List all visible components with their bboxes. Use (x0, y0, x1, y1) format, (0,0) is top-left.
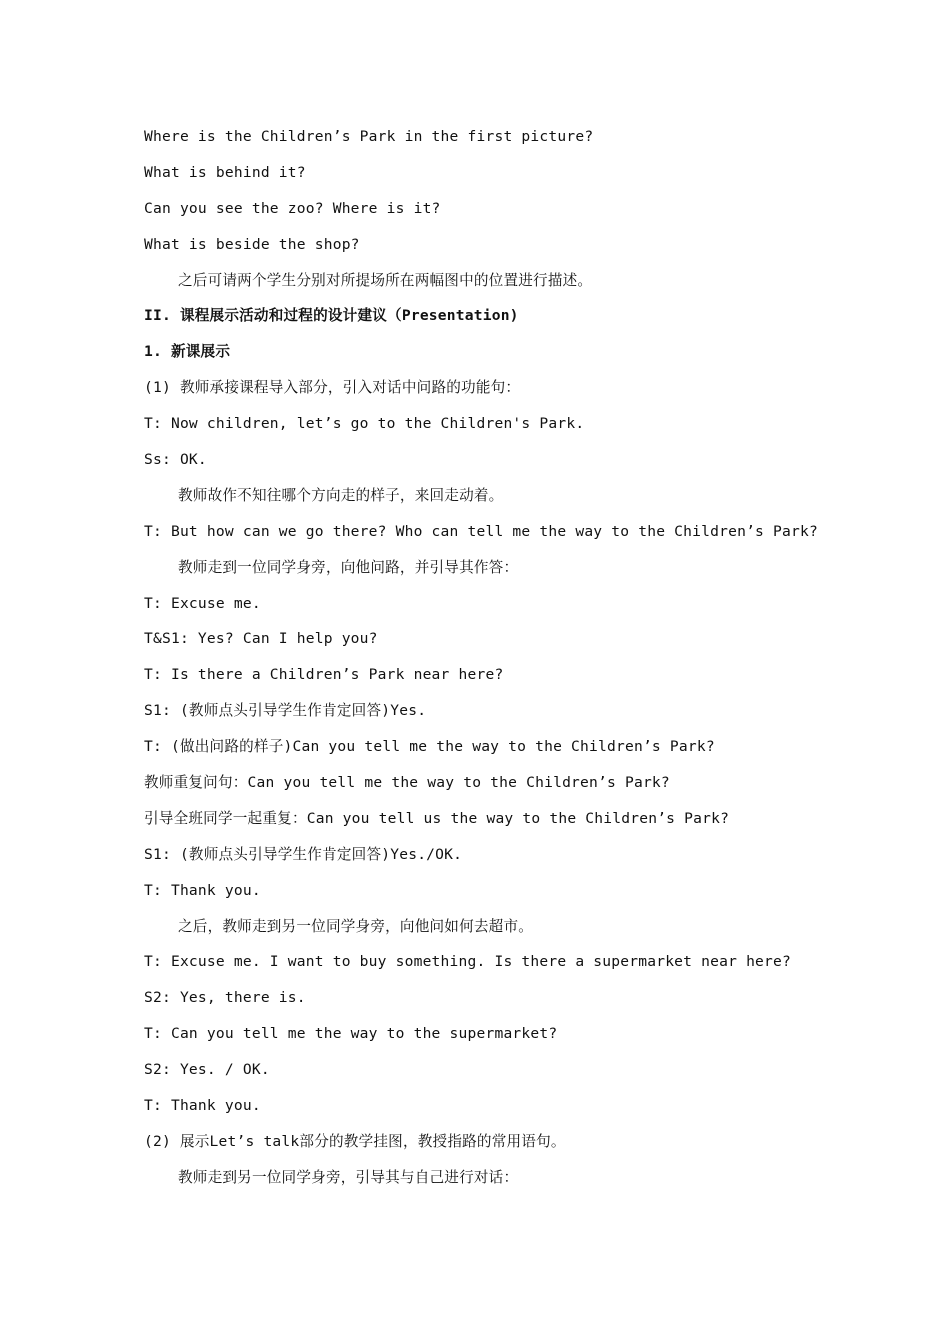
text-line: What is behind it? (144, 163, 306, 181)
document-page (144, 124, 824, 1201)
text-line: T: Excuse me. I want to buy something. Is there a supermarket near here? (144, 953, 792, 971)
text-line: T: But how can we go there? Who can tell me the way to the Children’s Park? (144, 522, 818, 540)
section-heading: II. 课程展示活动和过程的设计建议（Presentation) (144, 307, 519, 325)
text-line: Where is the Children’s Park in the first picture? (144, 128, 594, 145)
text-line: Can you see the zoo? Where is it? (144, 199, 441, 217)
text-line: 教师走到另一位同学身旁，引导其与自己进行对话： (178, 1168, 519, 1186)
text-line: 教师走到一位同学身旁，向他问路，并引导其作答： (178, 558, 519, 576)
text-line: T&S1: Yes? Can I help you? (144, 630, 378, 648)
text-line: S1: (教师点头引导学生作肯定回答)Yes./OK. (144, 845, 463, 863)
text-line: T: Is there a Children’s Park near here? (144, 666, 504, 684)
text-line: T: Now children, let’s go to the Children's Park. (144, 415, 585, 433)
text-line: T: Can you tell me the way to the supermarket? (144, 1025, 558, 1043)
text-line: What is beside the shop? (144, 235, 360, 253)
text-line: Ss: OK. (144, 451, 207, 469)
text-line: T: (做出问路的样子)Can you tell me the way to the Children’s Park? (144, 738, 715, 756)
subsection-heading: 1. 新课展示 (144, 343, 231, 361)
text-line: T: Thank you. (144, 881, 261, 899)
text-line: (2) 展示Let’s talk部分的教学挂图，教授指路的常用语句。 (144, 1132, 566, 1150)
text-line: 教师故作不知往哪个方向走的样子，来回走动着。 (178, 486, 504, 504)
text-line: S2: Yes, there is. (144, 989, 306, 1007)
text-line: S1: (教师点头引导学生作肯定回答)Yes. (144, 702, 427, 720)
text-line: T: Excuse me. (144, 594, 261, 612)
text-line: 教师重复问句：Can you tell me the way to the Children’s Park? (144, 774, 670, 792)
text-line: 之后，教师走到另一位同学身旁，向他问如何去超市。 (178, 917, 534, 935)
text-line: 引导全班同学一起重复：Can you tell us the way to the Children’s Park? (144, 809, 730, 827)
text-line: (1) 教师承接课程导入部分，引入对话中问路的功能句： (144, 379, 521, 397)
text-line: S2: Yes. / OK. (144, 1061, 270, 1079)
text-line: 之后可请两个学生分别对所提场所在两幅图中的位置进行描述。 (178, 271, 593, 289)
text-line: T: Thank you. (144, 1097, 261, 1115)
